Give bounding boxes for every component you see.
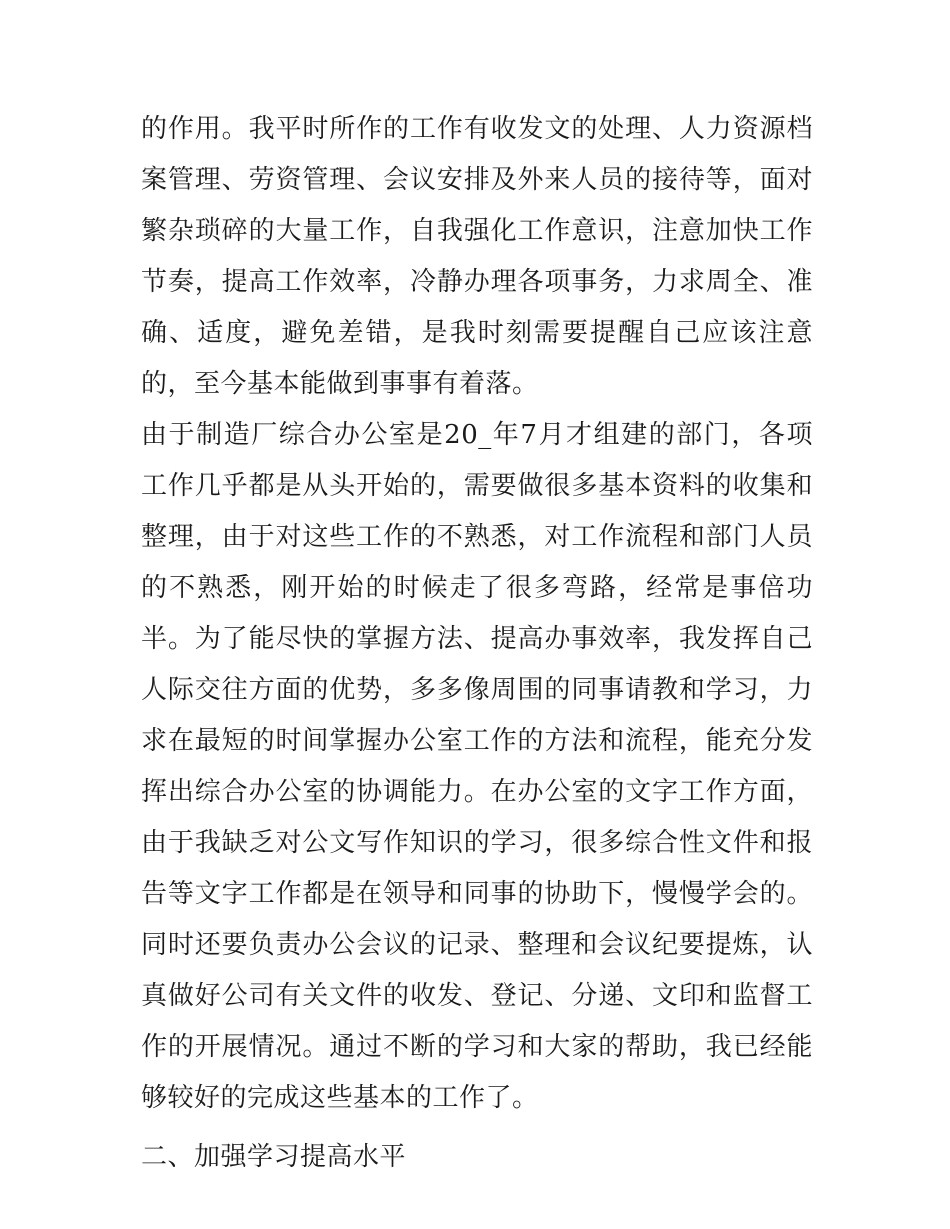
section-heading: 二、加强学习提高水平 <box>141 1142 407 1172</box>
paragraph-work-duties: 的作用。我平时所作的工作有收发文的处理、人力资源档案管理、劳资管理、会议安排及外来人员的接待等，面对繁杂琐碎的大量工作，自我强化工作意识，注意加快工作节奏，提高工作效率，冷静办理各项事务，力求周全、准确、适度，避免差错，是我时刻需要提醒自己应该注意的，至今基本能做到事事有着落。 <box>141 114 813 399</box>
paragraph-office-establishment: 由于制造厂综合办公室是20_年7月才组建的部门，各项工作几乎都是从头开始的，需要做很多基本资料的收集和整理，由于对这些工作的不熟悉，对工作流程和部门人员的不熟悉，刚开始的时候走了很多弯路，经常是事倍功半。为了能尽快的掌握方法、提高办事效率，我发挥自己人际交往方面的优势，多多像周围的同事请教和学习，力求在最短的时间掌握办公室工作的方法和流程，能充分发挥出综合办公室的协调能力。在办公室的文字工作方面，由于我缺乏对公文写作知识的学习，很多综合性文件和报告等文字工作都是在领导和同事的协助下，慢慢学会的。同时还要负责办公会议的记录、整理和会议纪要提炼，认真做好公司有关文件的收发、登记、分递、文印和监督工作的开展情况。通过不断的学习和大家的帮助，我已经能够较好的完成这些基本的工作了。 <box>141 420 813 1113</box>
document-body <box>141 104 813 1183</box>
